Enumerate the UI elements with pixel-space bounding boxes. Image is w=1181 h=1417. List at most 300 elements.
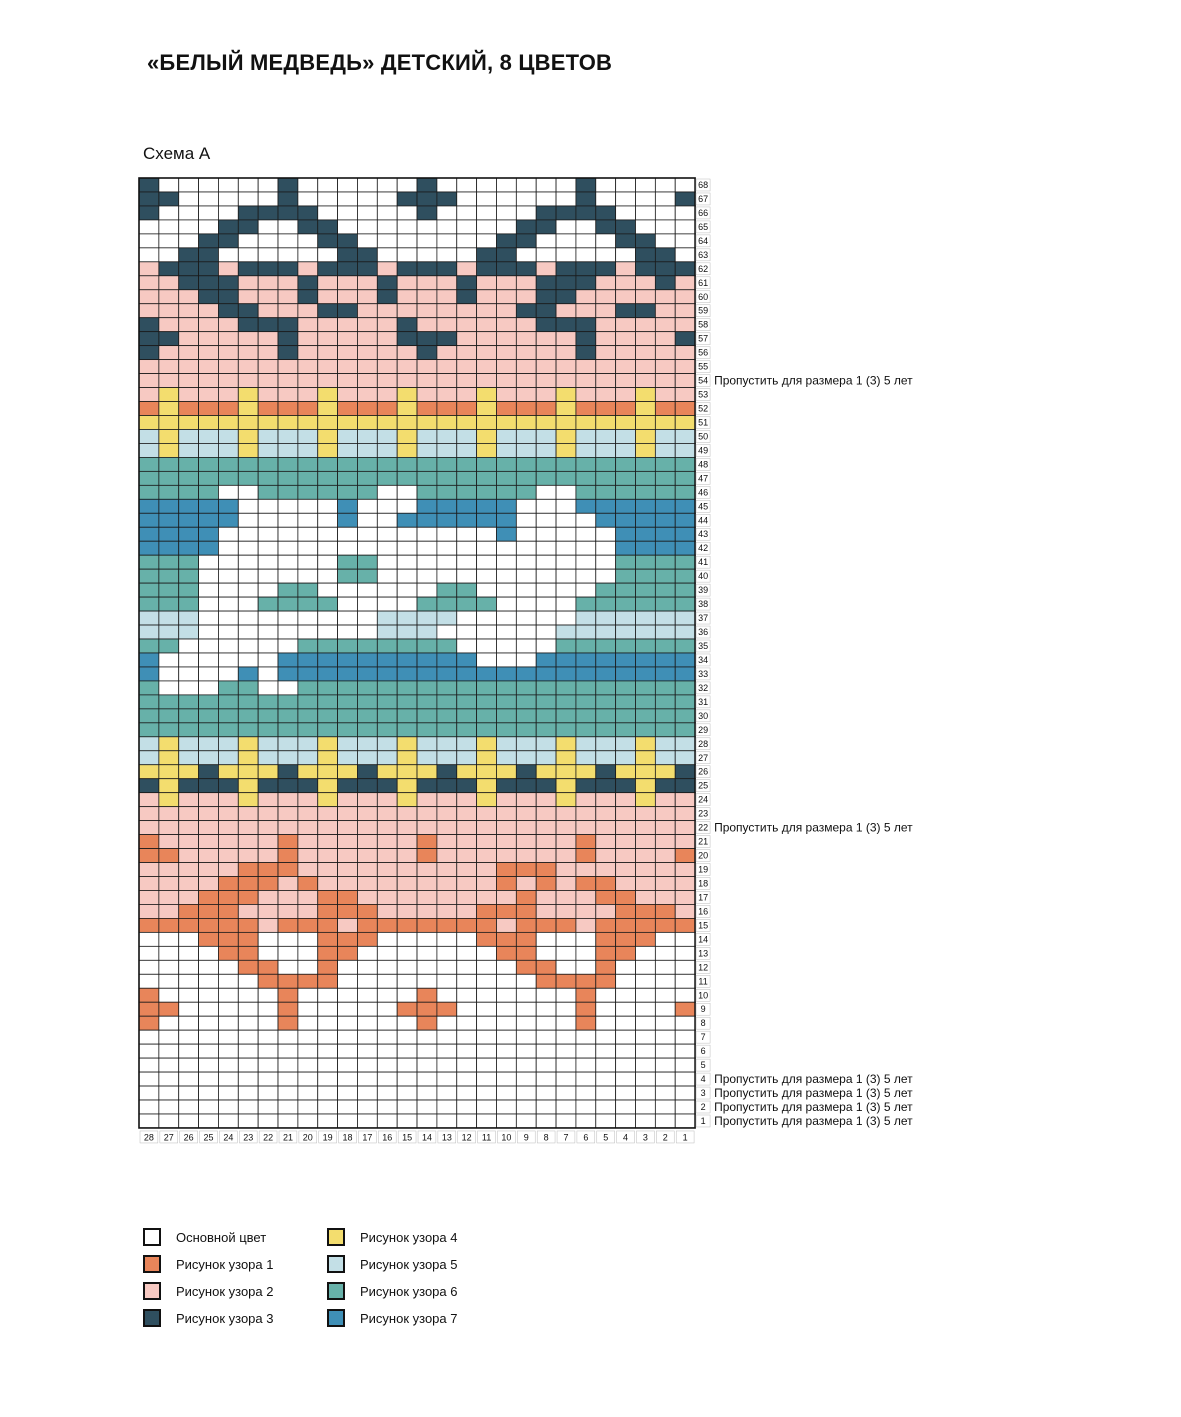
chart-cell [377, 346, 397, 360]
chart-cell [536, 1044, 556, 1058]
row-number: 40 [698, 571, 709, 582]
chart-cell [556, 276, 576, 290]
chart-cell [298, 304, 318, 318]
chart-cell [318, 513, 338, 527]
chart-cell [218, 388, 238, 402]
chart-cell [139, 890, 159, 904]
chart-cell [556, 220, 576, 234]
chart-cell [397, 807, 417, 821]
chart-cell [616, 988, 636, 1002]
chart-cell [437, 569, 457, 583]
chart-cell [397, 220, 417, 234]
chart-cell [496, 1072, 516, 1086]
chart-cell [238, 374, 258, 388]
chart-cell [338, 555, 358, 569]
chart-cell [437, 1002, 457, 1016]
chart-cell [536, 639, 556, 653]
chart-cell [417, 471, 437, 485]
chart-cell [616, 1100, 636, 1114]
chart-cell [616, 821, 636, 835]
chart-cell [516, 723, 536, 737]
chart-cell [457, 877, 477, 891]
chart-cell [338, 960, 358, 974]
chart-cell [199, 471, 219, 485]
chart-cell [338, 443, 358, 457]
chart-cell [199, 890, 219, 904]
chart-cell [397, 681, 417, 695]
chart-cell [278, 639, 298, 653]
chart-cell [258, 332, 278, 346]
chart-cell [338, 793, 358, 807]
chart-cell [556, 1114, 576, 1128]
chart-cell [576, 667, 596, 681]
chart-cell [556, 569, 576, 583]
chart-cell [556, 360, 576, 374]
chart-cell [397, 779, 417, 793]
chart-cell [417, 485, 437, 499]
chart-cell [377, 751, 397, 765]
chart-cell [318, 1086, 338, 1100]
chart-cell [655, 625, 675, 639]
chart-cell [536, 1114, 556, 1128]
chart-cell [675, 737, 695, 751]
chart-cell [596, 1016, 616, 1030]
chart-cell [397, 877, 417, 891]
chart-cell [377, 374, 397, 388]
chart-cell [218, 1072, 238, 1086]
chart-cell [576, 318, 596, 332]
chart-cell [675, 695, 695, 709]
chart-cell [218, 541, 238, 555]
chart-cell [377, 1114, 397, 1128]
chart-cell [655, 639, 675, 653]
skip-note: Пропустить для размера 1 (3) 5 лет [714, 1086, 913, 1101]
chart-cell [616, 555, 636, 569]
chart-cell [457, 248, 477, 262]
chart-cell [397, 653, 417, 667]
chart-cell [238, 695, 258, 709]
chart-cell [139, 849, 159, 863]
chart-cell [258, 932, 278, 946]
chart-cell [437, 765, 457, 779]
chart-cell [457, 1086, 477, 1100]
chart-cell [218, 471, 238, 485]
chart-cell [218, 248, 238, 262]
chart-cell [278, 1086, 298, 1100]
chart-cell [496, 974, 516, 988]
chart-cell [258, 639, 278, 653]
chart-cell [199, 849, 219, 863]
chart-cell [596, 863, 616, 877]
chart-cell [457, 695, 477, 709]
chart-cell [477, 569, 497, 583]
chart-cell [139, 346, 159, 360]
chart-cell [139, 499, 159, 513]
chart-cell [655, 1086, 675, 1100]
chart-cell [377, 485, 397, 499]
chart-cell [516, 178, 536, 192]
chart-cell [278, 765, 298, 779]
chart-cell [357, 415, 377, 429]
column-number: 14 [421, 1132, 432, 1143]
chart-cell [556, 1100, 576, 1114]
chart-cell [437, 779, 457, 793]
chart-cell [397, 513, 417, 527]
chart-cell [596, 1114, 616, 1128]
chart-cell [199, 960, 219, 974]
chart-cell [258, 583, 278, 597]
chart-cell [417, 765, 437, 779]
chart-cell [596, 471, 616, 485]
chart-cell [139, 918, 159, 932]
chart-cell [636, 667, 656, 681]
chart-cell [636, 402, 656, 416]
chart-cell [139, 583, 159, 597]
chart-cell [477, 597, 497, 611]
chart-cell [636, 904, 656, 918]
chart-cell [258, 1100, 278, 1114]
chart-cell [377, 960, 397, 974]
chart-cell [636, 485, 656, 499]
chart-cell [437, 1030, 457, 1044]
chart-cell [199, 1100, 219, 1114]
chart-cell [616, 248, 636, 262]
chart-cell [377, 946, 397, 960]
chart-cell [238, 988, 258, 1002]
legend-item-pattern-1 [143, 1253, 274, 1275]
chart-cell [636, 946, 656, 960]
chart-cell [338, 541, 358, 555]
chart-cell [556, 988, 576, 1002]
chart-cell [457, 793, 477, 807]
chart-cell [596, 346, 616, 360]
chart-cell [258, 374, 278, 388]
chart-cell [258, 1086, 278, 1100]
chart-cell [457, 737, 477, 751]
chart-cell [298, 807, 318, 821]
chart-cell [318, 220, 338, 234]
chart-cell [218, 304, 238, 318]
chart-cell [199, 555, 219, 569]
chart-cell [457, 807, 477, 821]
chart-cell [516, 695, 536, 709]
column-number: 6 [583, 1132, 589, 1143]
chart-cell [318, 639, 338, 653]
chart-cell [278, 513, 298, 527]
chart-cell [238, 513, 258, 527]
chart-cell [278, 569, 298, 583]
chart-cell [417, 625, 437, 639]
chart-cell [655, 723, 675, 737]
chart-cell [278, 346, 298, 360]
chart-cell [298, 1072, 318, 1086]
chart-cell [596, 388, 616, 402]
chart-cell [258, 471, 278, 485]
chart-cell [516, 597, 536, 611]
chart-cell [238, 877, 258, 891]
chart-cell [397, 192, 417, 206]
chart-cell [179, 890, 199, 904]
chart-cell [218, 374, 238, 388]
chart-cell [556, 681, 576, 695]
chart-cell [377, 611, 397, 625]
chart-cell [298, 974, 318, 988]
chart-cell [655, 751, 675, 765]
chart-cell [397, 388, 417, 402]
chart-cell [338, 471, 358, 485]
chart-cell [516, 485, 536, 499]
chart-cell [338, 974, 358, 988]
chart-cell [357, 1114, 377, 1128]
chart-cell [238, 1016, 258, 1030]
chart-cell [496, 932, 516, 946]
chart-cell [397, 890, 417, 904]
chart-cell [357, 541, 377, 555]
chart-cell [477, 723, 497, 737]
chart-cell [397, 1016, 417, 1030]
chart-cell [357, 974, 377, 988]
chart-cell [636, 709, 656, 723]
row-number: 35 [698, 641, 709, 651]
chart-cell [377, 988, 397, 1002]
chart-cell [357, 485, 377, 499]
chart-cell [338, 485, 358, 499]
chart-cell [556, 960, 576, 974]
chart-cell [496, 1030, 516, 1044]
chart-cell [278, 374, 298, 388]
chart-cell [675, 220, 695, 234]
chart-cell [139, 821, 159, 835]
chart-cell [338, 192, 358, 206]
column-number: 13 [441, 1132, 452, 1143]
chart-cell [437, 360, 457, 374]
chart-cell [477, 751, 497, 765]
chart-cell [377, 304, 397, 318]
chart-cell [179, 513, 199, 527]
chart-cell [397, 332, 417, 346]
chart-cell [298, 849, 318, 863]
chart-cell [655, 471, 675, 485]
chart-cell [238, 457, 258, 471]
chart-cell [278, 583, 298, 597]
chart-cell [437, 751, 457, 765]
chart-cell [199, 625, 219, 639]
chart-cell [258, 960, 278, 974]
chart-cell [179, 388, 199, 402]
chart-cell [238, 360, 258, 374]
chart-cell [218, 863, 238, 877]
chart-cell [596, 178, 616, 192]
chart-cell [397, 262, 417, 276]
chart-cell [496, 946, 516, 960]
chart-cell [496, 248, 516, 262]
chart-cell [199, 541, 219, 555]
chart-cell [218, 1016, 238, 1030]
chart-cell [318, 779, 338, 793]
chart-cell [636, 583, 656, 597]
legend-label: Рисунок узора 2 [176, 1283, 274, 1299]
chart-cell [636, 374, 656, 388]
chart-cell [218, 932, 238, 946]
chart-cell [278, 946, 298, 960]
chart-cell [357, 276, 377, 290]
chart-cell [258, 234, 278, 248]
chart-cell [377, 206, 397, 220]
chart-cell [417, 695, 437, 709]
chart-cell [377, 457, 397, 471]
chart-cell [258, 653, 278, 667]
chart-cell [218, 1086, 238, 1100]
chart-cell [636, 471, 656, 485]
chart-cell [199, 290, 219, 304]
chart-cell [675, 807, 695, 821]
chart-cell [596, 877, 616, 891]
chart-cell [298, 206, 318, 220]
chart-cell [199, 276, 219, 290]
chart-cell [238, 429, 258, 443]
legend-label: Рисунок узора 1 [176, 1256, 274, 1272]
chart-cell [596, 1044, 616, 1058]
chart-cell [576, 415, 596, 429]
chart-cell [357, 388, 377, 402]
chart-cell [258, 737, 278, 751]
chart-cell [477, 541, 497, 555]
chart-cell [477, 527, 497, 541]
chart-cell [496, 877, 516, 891]
chart-cell [616, 932, 636, 946]
chart-cell [437, 178, 457, 192]
chart-cell [516, 206, 536, 220]
chart-cell [238, 932, 258, 946]
chart-cell [357, 1016, 377, 1030]
chart-cell [159, 220, 179, 234]
chart-cell [536, 1086, 556, 1100]
chart-cell [318, 234, 338, 248]
chart-cell [457, 988, 477, 1002]
chart-cell [516, 388, 536, 402]
chart-cell [536, 779, 556, 793]
chart-cell [357, 890, 377, 904]
chart-cell [556, 793, 576, 807]
chart-cell [655, 374, 675, 388]
chart-cell [417, 555, 437, 569]
chart-cell [576, 835, 596, 849]
chart-cell [457, 178, 477, 192]
chart-cell [139, 332, 159, 346]
chart-cell [596, 807, 616, 821]
chart-cell [318, 569, 338, 583]
chart-cell [278, 695, 298, 709]
chart-cell [298, 681, 318, 695]
skip-note: Пропустить для размера 1 (3) 5 лет [714, 373, 913, 388]
chart-cell [556, 499, 576, 513]
chart-cell [616, 877, 636, 891]
chart-cell [496, 583, 516, 597]
chart-cell [199, 1058, 219, 1072]
chart-cell [576, 541, 596, 555]
chart-cell [596, 849, 616, 863]
column-number: 12 [461, 1132, 472, 1143]
chart-cell [655, 388, 675, 402]
chart-cell [298, 751, 318, 765]
chart-cell [179, 415, 199, 429]
legend-item-pattern-5 [327, 1253, 458, 1275]
chart-cell [556, 290, 576, 304]
chart-cell [437, 415, 457, 429]
chart-cell [457, 625, 477, 639]
chart-cell [596, 751, 616, 765]
chart-cell [437, 443, 457, 457]
chart-cell [238, 849, 258, 863]
chart-cell [159, 569, 179, 583]
chart-cell [417, 1002, 437, 1016]
chart-cell [199, 415, 219, 429]
chart-cell [655, 709, 675, 723]
chart-cell [616, 206, 636, 220]
chart-cell [298, 863, 318, 877]
chart-cell [636, 248, 656, 262]
chart-cell [238, 206, 258, 220]
chart-cell [556, 597, 576, 611]
chart-cell [556, 946, 576, 960]
chart-cell [576, 192, 596, 206]
chart-cell [179, 555, 199, 569]
chart-cell [457, 946, 477, 960]
row-number: 28 [698, 738, 709, 749]
chart-cell [596, 1072, 616, 1086]
chart-cell [655, 499, 675, 513]
chart-cell [496, 457, 516, 471]
chart-cell [437, 611, 457, 625]
chart-cell [437, 332, 457, 346]
chart-cell [278, 388, 298, 402]
chart-cell [576, 1072, 596, 1086]
chart-cell [596, 667, 616, 681]
chart-cell [139, 206, 159, 220]
chart-cell [417, 988, 437, 1002]
chart-cell [516, 374, 536, 388]
chart-cell [596, 555, 616, 569]
chart-cell [179, 849, 199, 863]
chart-cell [218, 960, 238, 974]
chart-cell [616, 178, 636, 192]
chart-cell [258, 904, 278, 918]
chart-cell [338, 1100, 358, 1114]
chart-cell [278, 709, 298, 723]
chart-cell [298, 1086, 318, 1100]
row-number: 5 [700, 1060, 706, 1071]
chart-cell [675, 1030, 695, 1044]
chart-cell [596, 318, 616, 332]
chart-cell [218, 597, 238, 611]
chart-cell [477, 988, 497, 1002]
chart-cell [417, 681, 437, 695]
column-number: 2 [662, 1132, 668, 1143]
chart-cell [477, 695, 497, 709]
chart-cell [675, 960, 695, 974]
chart-cell [457, 1100, 477, 1114]
chart-cell [417, 206, 437, 220]
chart-cell [655, 681, 675, 695]
chart-cell [457, 835, 477, 849]
chart-cell [139, 793, 159, 807]
chart-cell [199, 877, 219, 891]
chart-cell [218, 1002, 238, 1016]
chart-cell [536, 360, 556, 374]
chart-cell [556, 443, 576, 457]
chart-cell [675, 499, 695, 513]
chart-cell [596, 429, 616, 443]
